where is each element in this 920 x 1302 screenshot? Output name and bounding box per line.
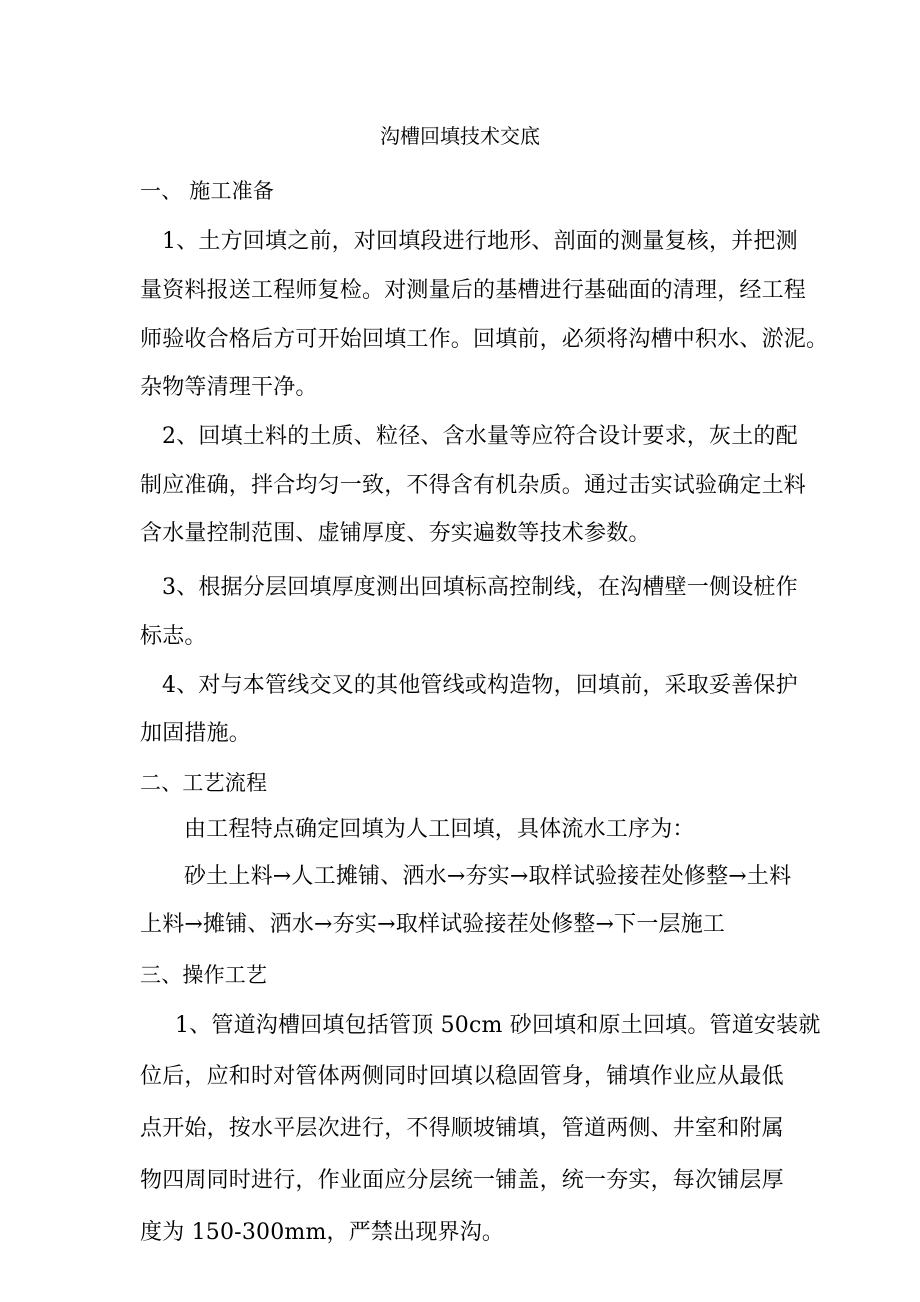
paragraph-line: 3、根据分层回填厚度测出回填标高控制线，在沟槽壁一侧设桩作: [162, 575, 798, 600]
paragraph-line: 4、对与本管线交叉的其他管线或构造物，回填前，采取妥善保护: [162, 673, 798, 698]
paragraph-line: 1、土方回填之前，对回填段进行地形、剖面的测量复核，并把测: [162, 229, 798, 254]
paragraph-line: 师验收合格后方可开始回填工作。回填前，必须将沟槽中积水、淤泥。: [140, 327, 829, 352]
paragraph-line: 物四周同时进行，作业面应分层统一铺盖，统一夯实，每次铺层厚: [140, 1168, 784, 1193]
paragraph-line: 2、回填土料的土质、粒径、含水量等应符合设计要求，灰土的配: [162, 424, 798, 449]
paragraph-line: 制应准确，拌合均匀一致，不得含有机杂质。通过击实试验确定土料: [140, 473, 807, 498]
section-heading-process-flow: 二、工艺流程: [140, 771, 268, 795]
section-heading-operation-process: 三、操作工艺: [140, 963, 268, 987]
paragraph-line: 位后，应和时对管体两侧同时回填以稳固管身，铺填作业应从最低: [140, 1064, 784, 1089]
paragraph-line: 含水量控制范围、虚铺厚度、夯实遍数等技术参数。: [140, 521, 651, 546]
paragraph-line: 1、管道沟槽回填包括管顶 50cm 砂回填和原土回填。管道安装就: [175, 1013, 821, 1038]
paragraph-line: 杂物等清理干净。: [140, 375, 318, 400]
section-heading-preparation: 一、 施工准备: [140, 179, 275, 203]
paragraph-line: 标志。: [140, 624, 207, 649]
paragraph-line: 上料→摊铺、洒水→夯实→取样试验接茬处修整→下一层施工: [140, 912, 726, 937]
paragraph-line: 度为 150-300mm，严禁出现界沟。: [140, 1220, 505, 1245]
paragraph-line: 点开始，按水平层次进行，不得顺坡铺填，管道两侧、井室和附属: [140, 1116, 784, 1141]
paragraph-line: 量资料报送工程师复检。对测量后的基槽进行基础面的清理，经工程: [140, 278, 807, 303]
paragraph-line: 加固措施。: [140, 721, 252, 746]
paragraph-line: 砂土上料→人工摊铺、洒水→夯实→取样试验接茬处修整→土料: [184, 864, 792, 889]
paragraph-line: 由工程特点确定回填为人工回填，具体流水工序为：: [184, 817, 695, 842]
document-title: 沟槽回填技术交底: [380, 124, 540, 148]
